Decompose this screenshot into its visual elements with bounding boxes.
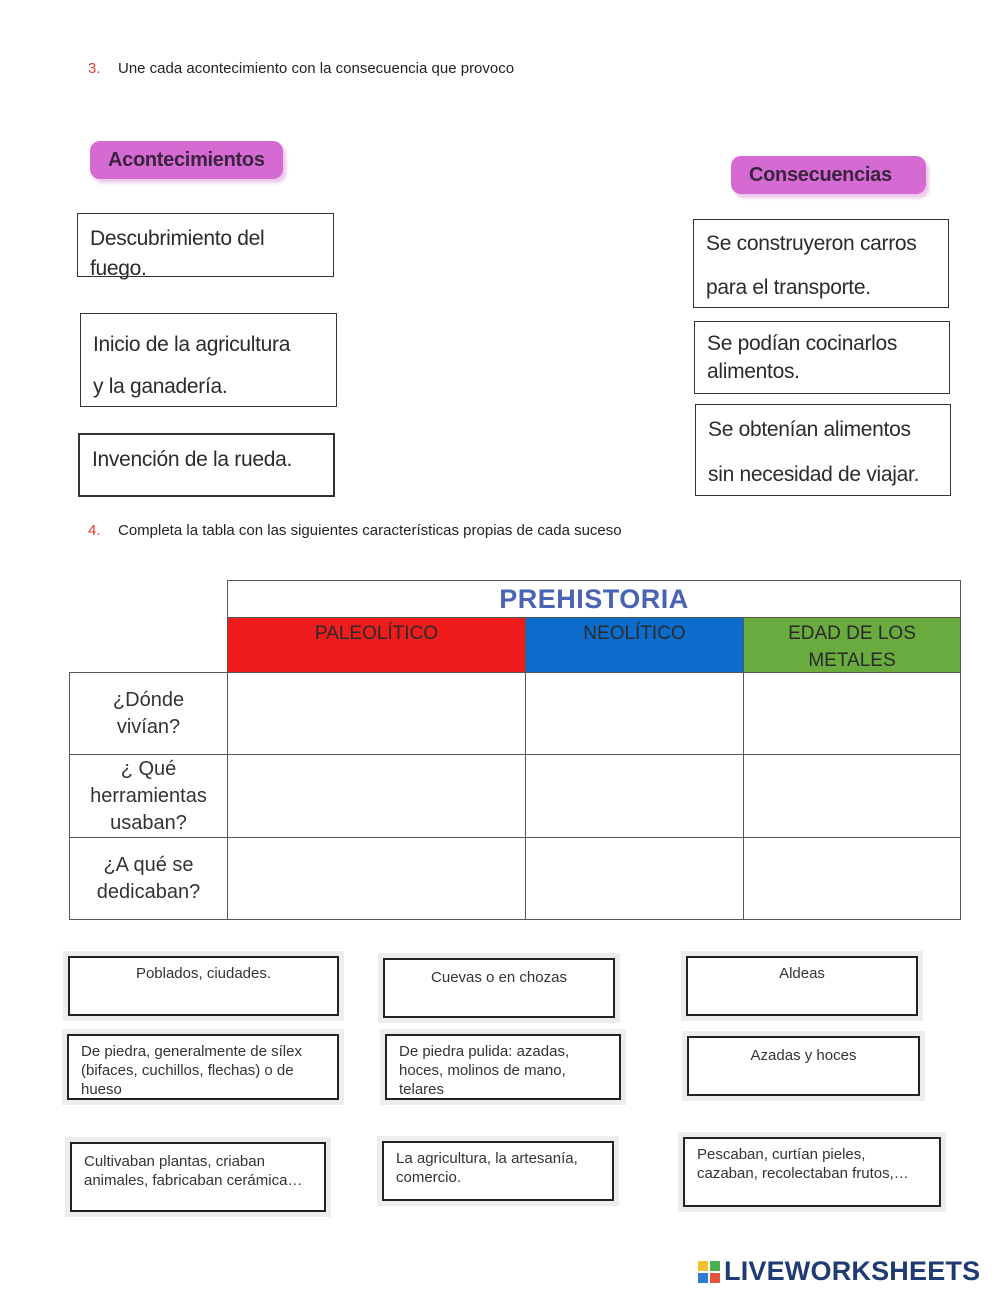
card-cultivaban[interactable]: Cultivaban plantas, criaban animales, fabricaban cerámica…	[70, 1142, 326, 1212]
row-label-dedicaban: ¿A qué se dedicaban?	[69, 837, 228, 920]
event-box-wheel[interactable]	[78, 433, 335, 497]
question-3	[88, 60, 514, 77]
consequences-title: Consecuencias	[731, 156, 926, 194]
events-title: Acontecimientos	[90, 141, 283, 179]
consequence-carts-line1: Se construyeron carros	[706, 232, 917, 255]
question-3-number: 3.	[88, 60, 101, 77]
question-3-text: Une cada acontecimiento con la consecuencia que provoco	[118, 60, 515, 77]
column-header-paleolitico: PALEOLÍTICO	[227, 617, 526, 673]
logo-block	[710, 1273, 720, 1283]
card-aldeas[interactable]: Aldeas	[686, 956, 918, 1016]
question-4	[88, 522, 622, 539]
answer-cell-neolitico-herramientas[interactable]	[525, 754, 744, 838]
answer-cell-metales-donde[interactable]	[743, 672, 961, 755]
logo-block	[710, 1261, 720, 1271]
event-box-agriculture[interactable]	[80, 313, 337, 407]
answer-cell-metales-dedicaban[interactable]	[743, 837, 961, 920]
answer-cell-neolitico-donde[interactable]	[525, 672, 744, 755]
row-label-herramientas: ¿ Qué herramientas usaban?	[69, 754, 228, 838]
logo-block	[698, 1273, 708, 1283]
column-header-metales: EDAD DE LOS METALES	[743, 617, 961, 673]
answer-cell-paleolitico-donde[interactable]	[227, 672, 526, 755]
event-agriculture-line1: Inicio de la agricultura	[93, 333, 291, 356]
logo-text: LIVEWORKSHEETS	[724, 1256, 981, 1286]
card-poblados[interactable]: Poblados, ciudades.	[68, 956, 339, 1016]
consequence-carts-line2: para el transporte.	[706, 276, 871, 299]
consequence-cook-line2: alimentos.	[707, 360, 800, 383]
card-agricultura[interactable]: La agricultura, la artesanía, comercio.	[382, 1141, 614, 1201]
card-piedra-silex[interactable]: De piedra, generalmente de sílex (bifaces, cuchillos, flechas) o de hueso	[67, 1034, 339, 1100]
liveworksheets-logo	[698, 1256, 980, 1287]
consequence-box-carts[interactable]	[693, 219, 949, 308]
table-title: PREHISTORIA	[227, 580, 961, 618]
question-4-number: 4.	[88, 522, 101, 539]
consequence-box-cook[interactable]	[694, 321, 950, 394]
answer-cell-metales-herramientas[interactable]	[743, 754, 961, 838]
consequence-food-line1: Se obtenían alimentos	[708, 418, 911, 441]
consequence-box-food[interactable]	[695, 404, 951, 496]
consequence-food-line2: sin necesidad de viajar.	[708, 463, 920, 486]
column-header-neolitico: NEOLÍTICO	[525, 617, 744, 673]
card-azadas[interactable]: Azadas y hoces	[687, 1036, 920, 1096]
logo-block	[698, 1261, 708, 1271]
event-agriculture-line2: y la ganadería.	[93, 375, 228, 398]
event-wheel-text: Invención de la rueda.	[92, 448, 293, 471]
card-pescaban[interactable]: Pescaban, curtían pieles, cazaban, recolectaban frutos,…	[683, 1137, 941, 1207]
row-label-donde: ¿Dónde vivían?	[69, 672, 228, 755]
answer-cell-paleolitico-herramientas[interactable]	[227, 754, 526, 838]
card-piedra-pulida[interactable]: De piedra pulida: azadas, hoces, molinos de mano, telares	[385, 1034, 621, 1100]
consequence-cook-line1: Se podían cocinarlos	[707, 332, 898, 355]
question-4-text: Completa la tabla con las siguientes características propias de cada suceso	[118, 522, 622, 539]
card-cuevas[interactable]: Cuevas o en chozas	[383, 958, 615, 1018]
logo-icon	[698, 1261, 720, 1283]
event-box-fire[interactable]	[77, 213, 334, 280]
answer-cell-paleolitico-dedicaban[interactable]	[227, 837, 526, 920]
answer-cell-neolitico-dedicaban[interactable]	[525, 837, 744, 920]
event-fire-text: Descubrimiento del fuego.	[90, 227, 265, 280]
